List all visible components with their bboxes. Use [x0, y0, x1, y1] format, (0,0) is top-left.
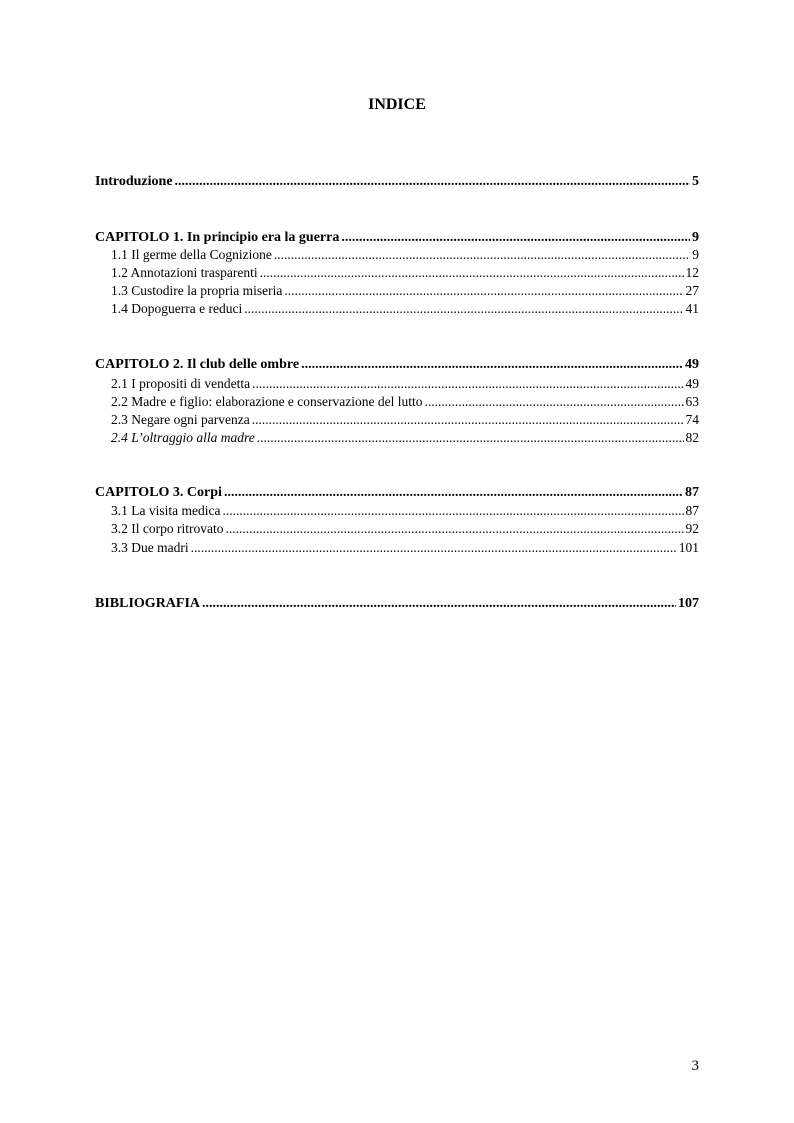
leader-dots — [225, 520, 683, 538]
leader-dots — [175, 173, 690, 191]
toc-entry-label: BIBLIOGRAFIA — [95, 596, 201, 611]
toc-entry-page: 41 — [685, 301, 699, 316]
leader-dots — [252, 411, 684, 429]
toc-title: INDICE — [368, 96, 426, 113]
leader-dots — [224, 484, 683, 502]
toc-entry-page: 101 — [678, 540, 699, 555]
toc-entry-label: 3.1 La visita medica — [111, 503, 221, 518]
toc-entry-capitolo-3[interactable] — [95, 484, 699, 502]
toc-entry-page: 5 — [692, 174, 699, 189]
toc-entry-section-2-3[interactable] — [95, 411, 699, 429]
leader-dots — [222, 502, 683, 520]
toc-entry-section-2-1[interactable] — [95, 375, 699, 393]
toc-entry-section-2-2[interactable] — [95, 393, 699, 411]
toc-entry-page: 9 — [692, 247, 699, 262]
toc-entry-label: 1.2 Annotazioni trasparenti — [111, 265, 258, 280]
toc-entry-page: 92 — [685, 521, 699, 536]
leader-dots — [274, 246, 690, 264]
leader-dots — [284, 282, 683, 300]
toc-entry-page: 87 — [685, 485, 699, 500]
toc-entry-bibliografia[interactable] — [95, 595, 699, 613]
toc-entry-label: 2.4 L’oltraggio alla madre — [111, 430, 255, 445]
leader-dots — [252, 375, 683, 393]
leader-dots — [341, 229, 690, 247]
leader-dots — [191, 539, 677, 557]
toc-entry-page: 12 — [685, 265, 699, 280]
toc-entry-section-1-1[interactable] — [95, 246, 699, 264]
toc-entry-label: CAPITOLO 2. Il club delle ombre — [95, 357, 300, 372]
toc-entry-page: 107 — [678, 596, 699, 611]
toc-entry-section-3-3[interactable] — [95, 539, 699, 557]
leader-dots — [257, 429, 684, 447]
toc-entry-section-1-2[interactable] — [95, 264, 699, 282]
toc-entry-capitolo-1[interactable] — [95, 229, 699, 247]
toc-entry-label: 3.3 Due madri — [111, 540, 189, 555]
leader-dots — [202, 595, 676, 613]
toc-entry-label: CAPITOLO 3. Corpi — [95, 485, 222, 500]
leader-dots — [244, 300, 683, 318]
toc-entry-page: 49 — [685, 376, 699, 391]
toc-entry-page: 27 — [685, 283, 699, 298]
toc-entry-label: CAPITOLO 1. In principio era la guerra — [95, 230, 340, 245]
leader-dots — [301, 356, 683, 374]
toc-entry-page: 74 — [685, 412, 699, 427]
toc-entry-section-1-3[interactable] — [95, 282, 699, 300]
toc-entry-section-2-4[interactable] — [95, 429, 699, 447]
page-number: 3 — [691, 1058, 699, 1074]
toc-entry-label: 1.3 Custodire la propria miseria — [111, 283, 283, 298]
toc-entry-label: Introduzione — [95, 174, 173, 189]
toc-entry-section-3-1[interactable] — [95, 502, 699, 520]
toc-entry-label: 2.1 I propositi di vendetta — [111, 376, 251, 391]
toc-entry-page: 49 — [685, 357, 699, 372]
toc-entry-introduzione[interactable] — [95, 173, 699, 191]
leader-dots — [260, 264, 684, 282]
toc-entry-page: 9 — [692, 230, 699, 245]
toc-entry-page: 87 — [685, 503, 699, 518]
leader-dots — [425, 393, 684, 411]
toc-entry-label: 2.3 Negare ogni parvenza — [111, 412, 250, 427]
toc-entry-section-3-2[interactable] — [95, 520, 699, 538]
toc-entry-label: 3.2 Il corpo ritrovato — [111, 521, 224, 536]
toc-entry-label: 1.4 Dopoguerra e reduci — [111, 301, 243, 316]
toc-entry-label: 1.1 Il germe della Cognizione — [111, 247, 272, 262]
toc-entry-page: 63 — [685, 394, 699, 409]
toc-entry-section-1-4[interactable] — [95, 300, 699, 318]
toc-entry-label: 2.2 Madre e figlio: elaborazione e conservazione del lutto — [111, 394, 423, 409]
toc-entry-capitolo-2[interactable] — [95, 356, 699, 374]
toc-entry-page: 82 — [685, 430, 699, 445]
